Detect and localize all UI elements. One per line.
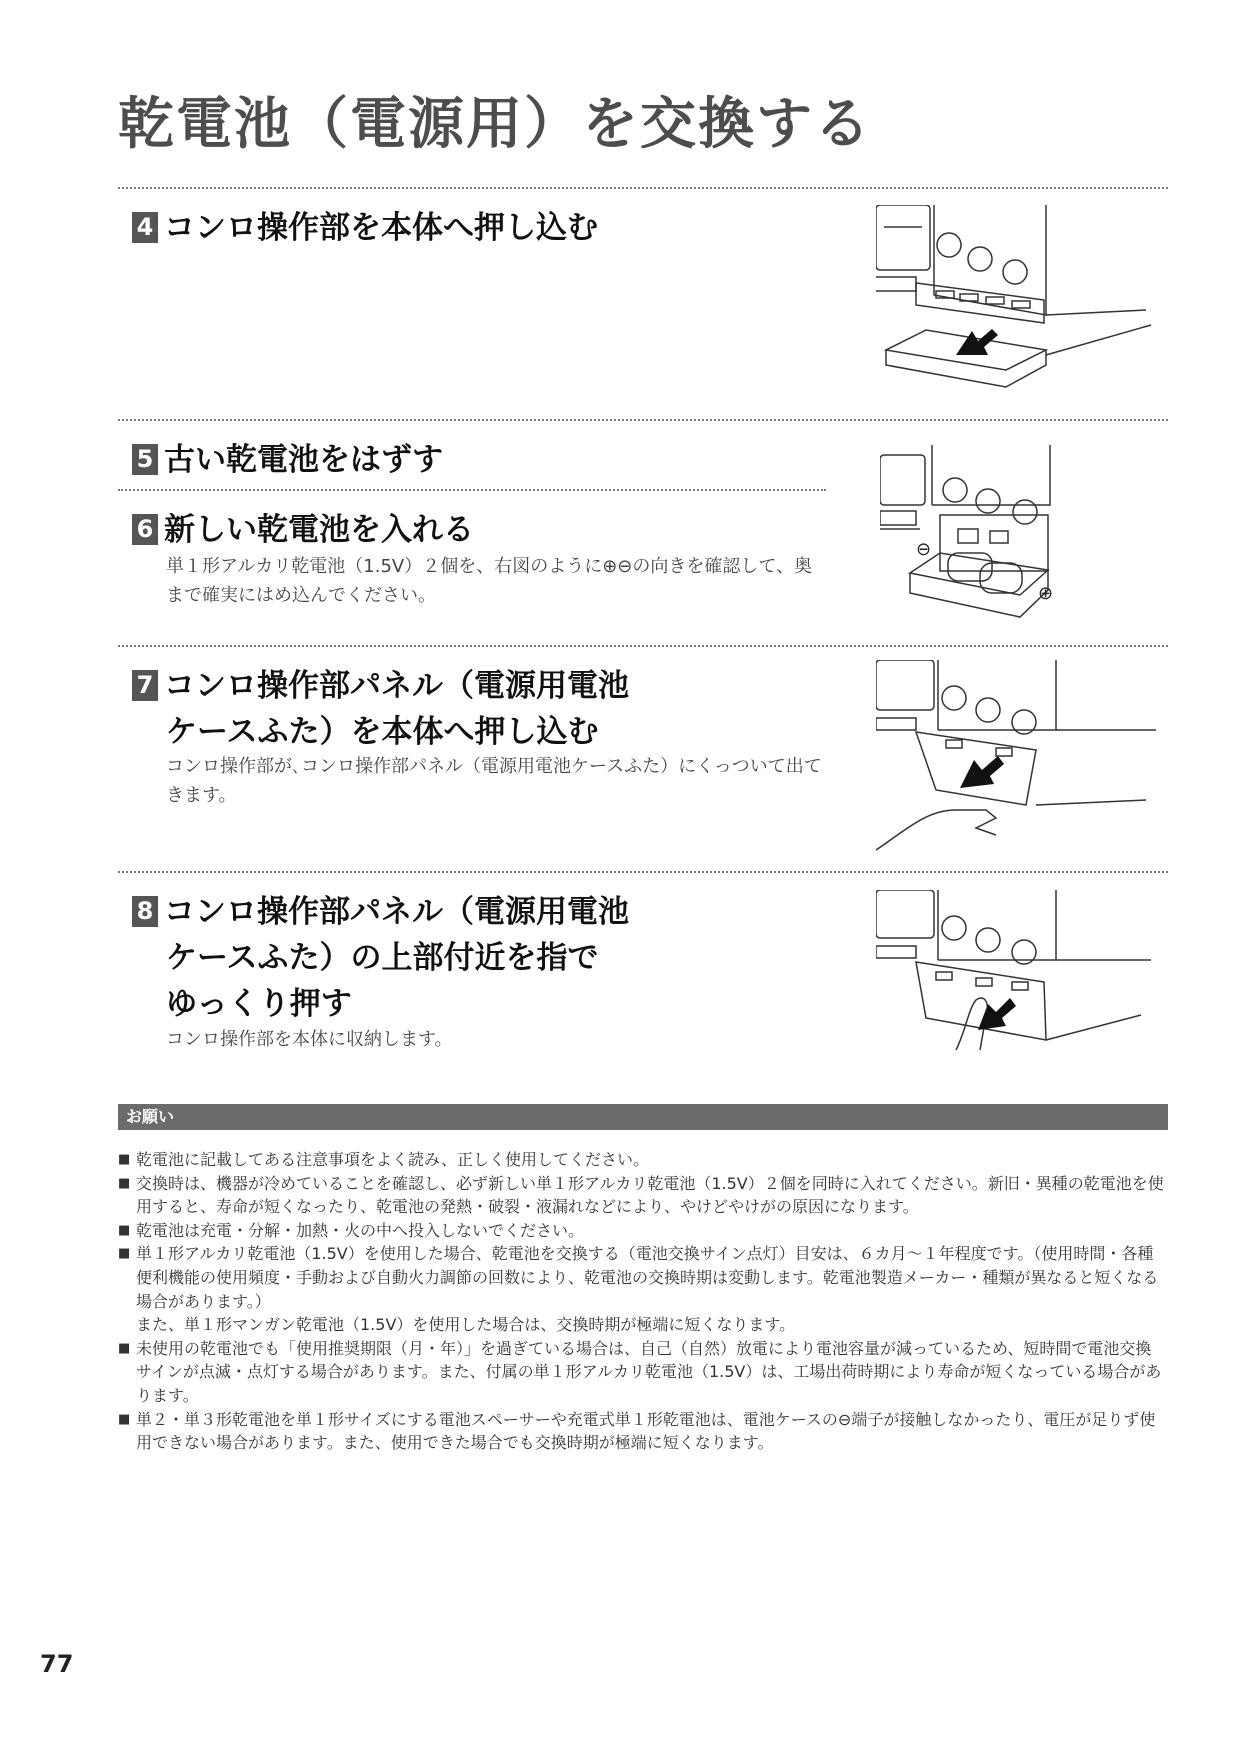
step-number: 8 [132, 896, 158, 927]
step-number: 6 [132, 514, 158, 545]
step-number: 4 [132, 212, 158, 243]
step-6-title [132, 507, 474, 553]
notice-heading: お願い [118, 1104, 1168, 1130]
notice-text: 乾電池に記載してある注意事項をよく読み、正しく使用してください。 [136, 1150, 649, 1169]
divider [118, 489, 826, 491]
notice-item [118, 1219, 1166, 1243]
divider [118, 187, 1168, 189]
bullet-icon: ■ [118, 1411, 131, 1427]
insert-battery-illustration [880, 445, 1160, 635]
notice-text: 交換時は、機器が冷めていることを確認し、必ず新しい単１形アルカリ乾電池（1.5V）２個を同時に入れてください。新旧・異種の乾電池を使用すると、寿命が短くなったり、乾電池の発熱・破裂・液漏れなどにより、やけどやけがの原因になります。 [136, 1173, 1164, 1217]
step-title-text: ゆっくり押す [166, 986, 352, 1022]
notice-item [118, 1172, 1166, 1219]
plus-terminal-label: ⊕ [1038, 583, 1054, 604]
bullet-icon: ■ [118, 1175, 131, 1191]
notice-item [118, 1337, 1166, 1408]
notice-item [118, 1408, 1166, 1455]
push-control-unit-illustration [876, 205, 1166, 400]
step-title-text: 新しい乾電池を入れる [164, 512, 474, 548]
notice-list [118, 1148, 1166, 1455]
push-panel-illustration [876, 660, 1161, 865]
step-number: 5 [132, 444, 158, 475]
step-4-title [132, 205, 598, 251]
bullet-icon: ■ [118, 1340, 131, 1356]
divider [118, 645, 1168, 647]
divider [118, 419, 1168, 421]
notice-item [118, 1242, 1166, 1336]
step-7-description: コンロ操作部が､コンロ操作部パネル（電源用電池ケースふた）にくっついて出てきます。 [166, 756, 822, 806]
minus-terminal-label: ⊖ [916, 539, 932, 560]
step-title-text: ケースふた）を本体へ押し込む [166, 714, 599, 750]
step-6-description: 単１形アルカリ乾電池（1.5V）２個を、右図のように⊕⊖の向きを確認して、奥まで確実にはめ込んでください。 [166, 556, 813, 606]
step-8-title [132, 889, 629, 1027]
bullet-icon: ■ [118, 1246, 131, 1262]
notice-text: 単２・単３形乾電池を単１形サイズにする電池スペーサーや充電式単１形乾電池は、電池ケースの⊖端子が接触しなかったり、電圧が足りず使用できない場合があります。また、使用できた場合でも交換時期が極端に短くなります。 [136, 1409, 1156, 1453]
divider [118, 871, 1168, 873]
step-8-description: コンロ操作部を本体に収納します。 [166, 1029, 453, 1050]
notice-text: 単１形アルカリ乾電池（1.5V）を使用した場合、乾電池を交換する（電池交換サイン点灯）目安は、６カ月～１年程度です。（使用時間・各種便利機能の使用頻度・手動および自動火力調節の回数により、乾電池の交換時期は変動します。乾電池製造メーカー・種類が異なると短くなる場合があります。） [136, 1244, 1159, 1311]
bullet-icon: ■ [118, 1152, 131, 1167]
notice-subtext: また、単１形マンガン乾電池（1.5V）を使用した場合は、交換時期が極端に短くなります。 [136, 1315, 796, 1335]
step-title-text: コンロ操作部パネル（電源用電池 [164, 894, 629, 930]
step-title-text: ケースふた）の上部付近を指で [166, 940, 599, 976]
bullet-icon: ■ [118, 1222, 131, 1238]
step-5-title [132, 437, 443, 483]
notice-text: 乾電池は充電・分解・加熱・火の中へ投入しないでください。 [136, 1220, 585, 1240]
step-title-text: コンロ操作部パネル（電源用電池 [164, 668, 629, 704]
notice-text: 未使用の乾電池でも「使用推奨期限（月・年）」を過ぎている場合は、自己（自然）放電により電池容量が減っているため、短時間で電池交換サインが点滅・点灯する場合があります。また、付属の単１形アルカリ乾電池（1.5V）は、工場出荷時期により寿命が短くなっている場合があります。 [136, 1338, 1162, 1405]
step-number: 7 [132, 670, 158, 701]
page-title: 乾電池（電源用）を交換する [118, 92, 872, 157]
notice-item [118, 1148, 1166, 1172]
press-panel-illustration [876, 890, 1156, 1070]
page-number: 77 [40, 1650, 74, 1678]
step-title-text: コンロ操作部を本体へ押し込む [164, 210, 598, 246]
step-7-title [132, 663, 629, 755]
step-title-text: 古い乾電池をはずす [164, 442, 443, 478]
